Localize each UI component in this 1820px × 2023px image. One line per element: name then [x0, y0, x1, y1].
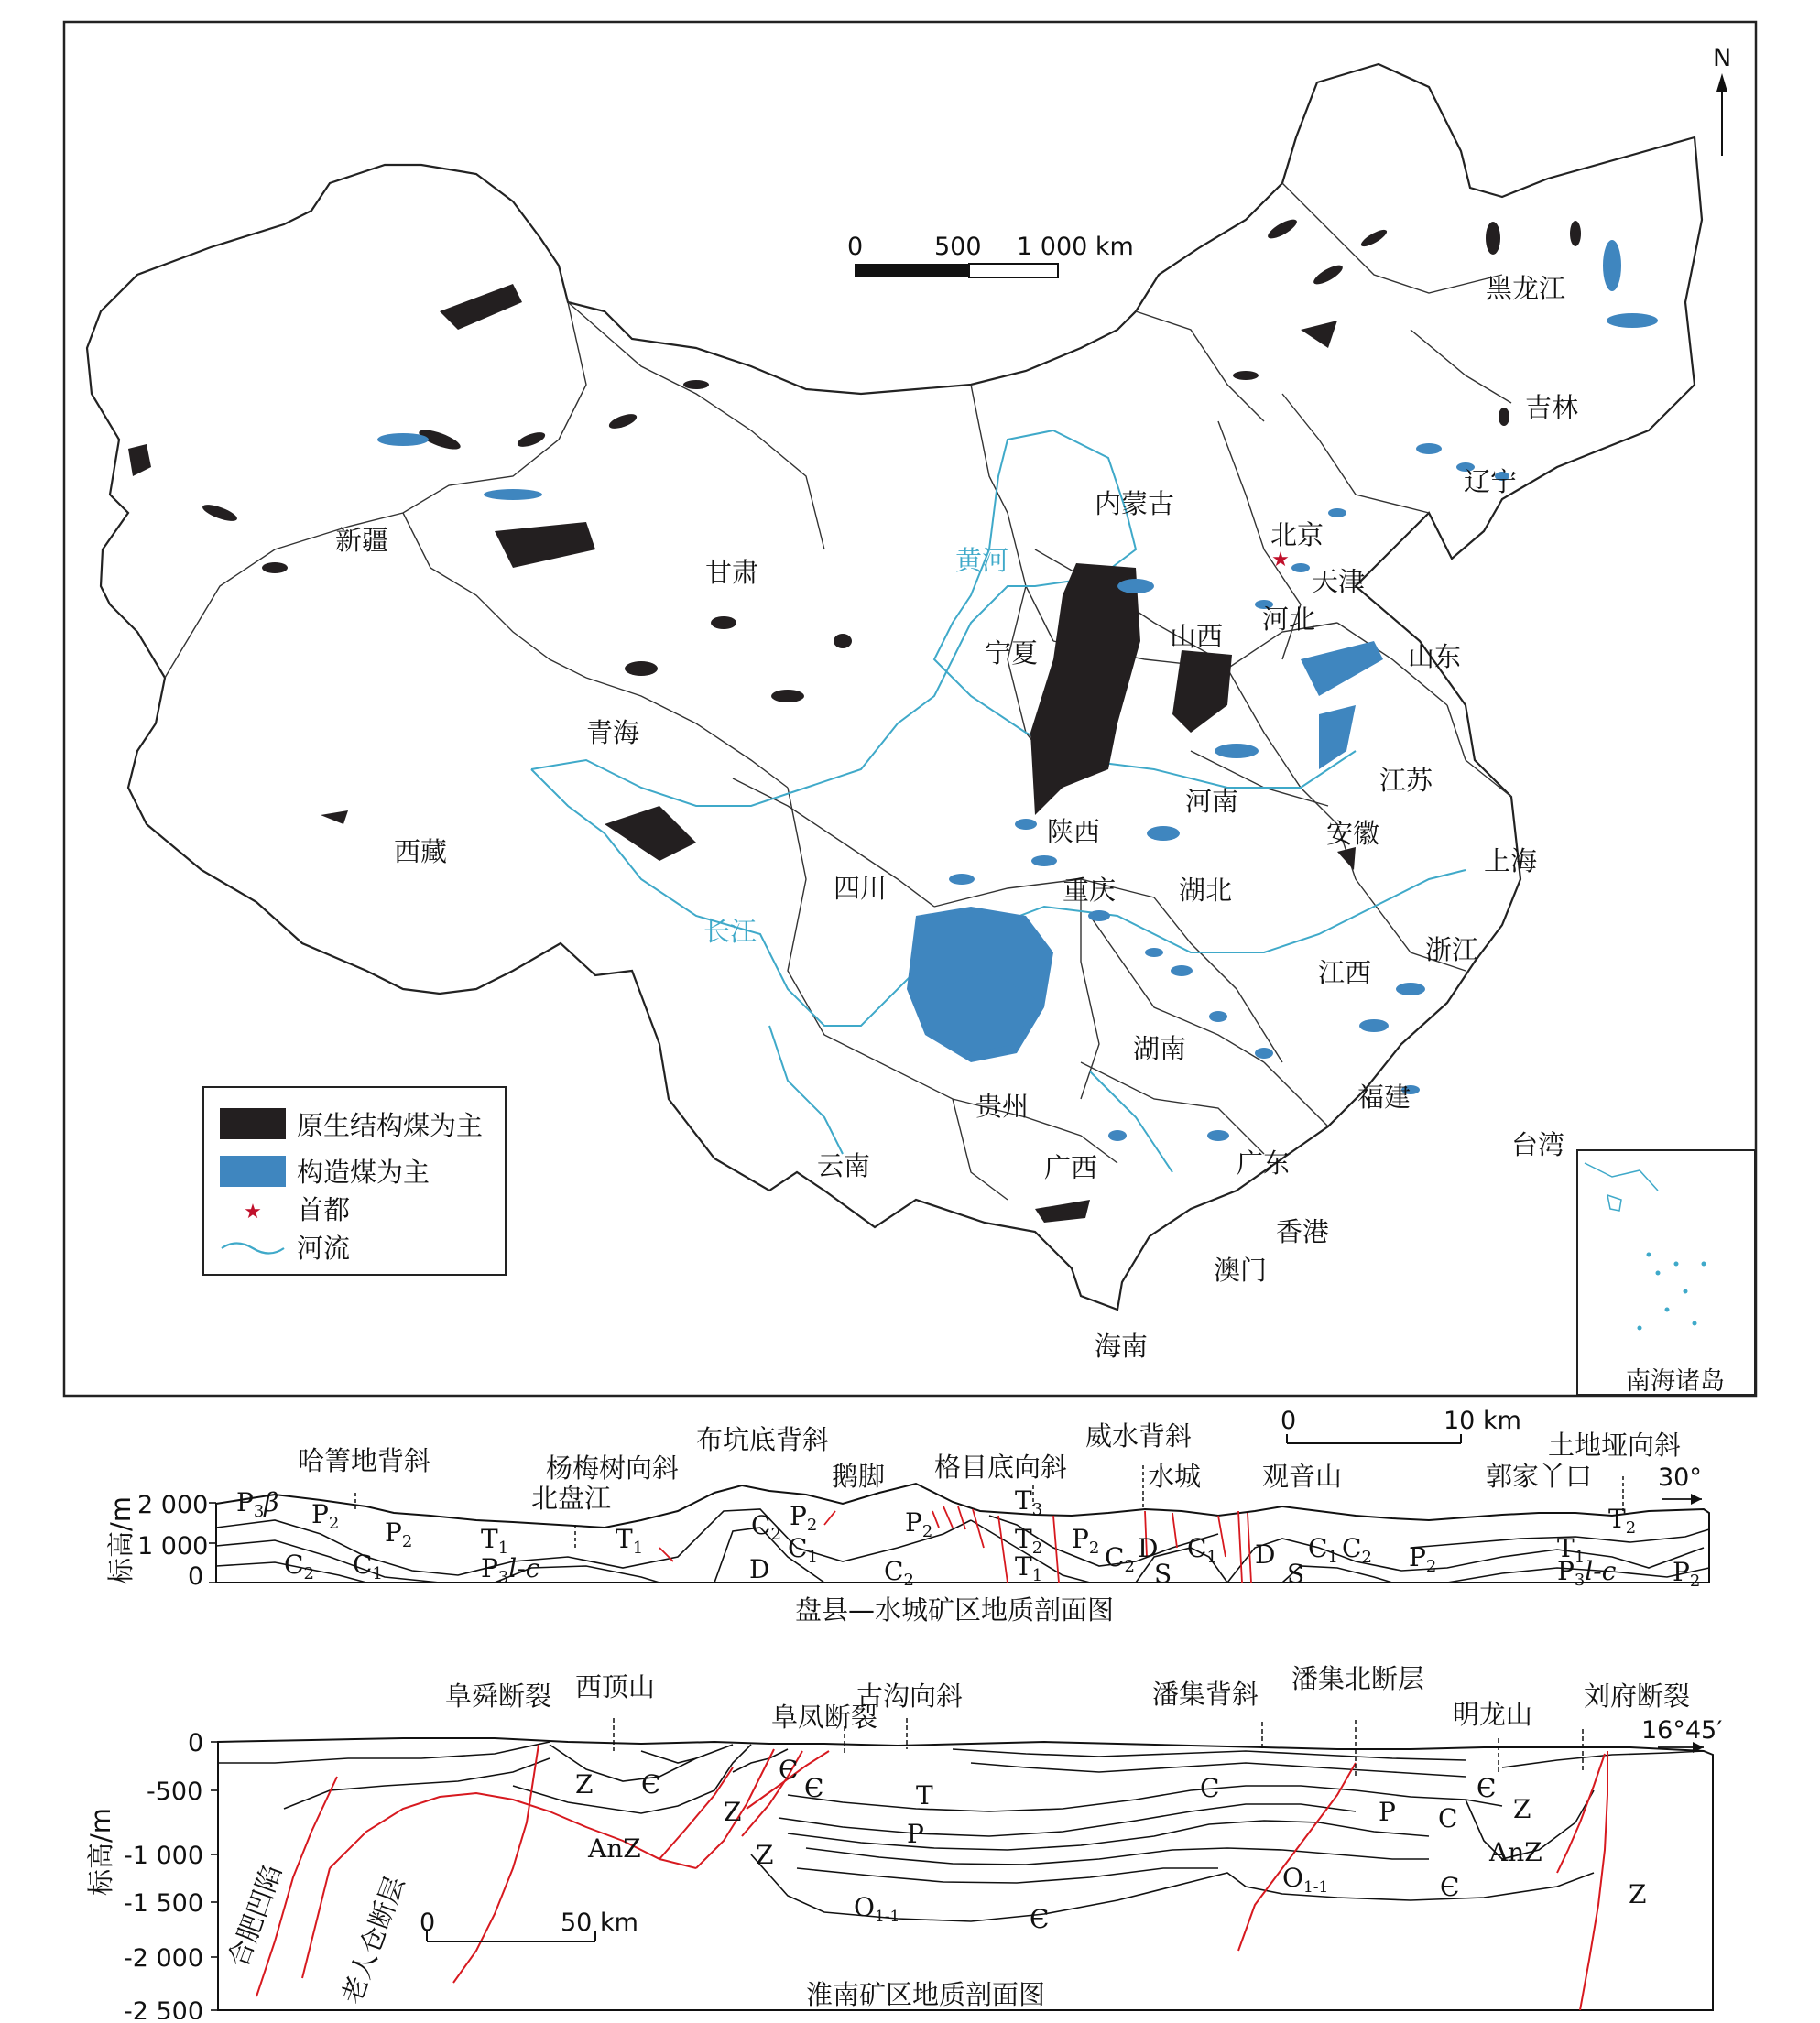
s1-feature-guanyinshan: 观音山 [1262, 1461, 1343, 1492]
label-aomen: 澳门 [1214, 1255, 1268, 1286]
s1-scale [1281, 1407, 1521, 1443]
legend-tectonic-swatch [220, 1156, 286, 1187]
label-hunan: 湖南 [1133, 1033, 1187, 1064]
section-panxian-shuicheng [105, 1407, 1709, 1626]
svg-text:P2: $P_2$ [1072, 1524, 1100, 1558]
svg-text:T1: $T_1$ [1015, 1551, 1043, 1585]
s1-scale-max: 10 km [1444, 1407, 1521, 1435]
s2-ytick-2000: -2 000 [124, 1944, 204, 1973]
s1-feature-shuicheng: 水城 [1148, 1461, 1202, 1492]
s1-scale-zero: 0 [1281, 1407, 1297, 1435]
label-shanxi: 山西 [1170, 621, 1224, 652]
svg-text:Є: Є [1477, 1773, 1497, 1803]
svg-text:T2: $T_2$ [1015, 1524, 1043, 1558]
svg-text:C1: $C_1$ [1308, 1533, 1338, 1567]
svg-text:T: T [916, 1780, 933, 1811]
s2-feature-panji-anticline: 潘集背斜 [1152, 1679, 1259, 1710]
label-chongqing: 重庆 [1063, 875, 1117, 906]
inset-label: 南海诸岛 [1626, 1367, 1725, 1396]
s2-ytick-500: -500 [147, 1778, 203, 1806]
map-scale-mid: 500 [934, 233, 982, 261]
south-china-sea-inset [1577, 1150, 1755, 1396]
s1-strike [1658, 1463, 1702, 1505]
s2-scale-zero: 0 [420, 1909, 436, 1937]
svg-text:C2: $C_2$ [1342, 1533, 1372, 1567]
label-shanghai: 上海 [1484, 845, 1538, 876]
s2-strike-label: 16°45′ [1641, 1716, 1723, 1745]
label-taiwan: 台湾 [1511, 1129, 1565, 1160]
s2-ytick-0: 0 [188, 1729, 204, 1757]
s2-feature-liufu: 刘府断裂 [1584, 1680, 1691, 1712]
svg-text:C2: $C_2$ [751, 1510, 781, 1544]
label-zhejiang: 浙江 [1425, 934, 1479, 965]
s1-outline [216, 1484, 1709, 1583]
svg-text:Є: Є [779, 1755, 799, 1785]
svg-text:P2: $P_2$ [385, 1517, 413, 1551]
label-fujian: 福建 [1357, 1082, 1411, 1113]
label-ningxia: 宁夏 [985, 637, 1039, 669]
s2-feature-minglongshan: 明龙山 [1453, 1699, 1533, 1730]
map-legend [203, 1087, 506, 1275]
label-yunnan: 云南 [817, 1150, 871, 1181]
s1-feature-bukengdi: 布坑底背斜 [696, 1424, 830, 1455]
svg-text:C1: $C_1$ [353, 1550, 383, 1583]
svg-text:Є: Є [1030, 1904, 1050, 1934]
label-neimenggu: 内蒙古 [1095, 488, 1175, 519]
svg-text:P2: $P_2$ [311, 1499, 340, 1533]
label-shaanxi: 陕西 [1047, 816, 1101, 847]
svg-text:C2: $C_2$ [1105, 1542, 1135, 1576]
s2-ytick-1000: -1 000 [124, 1842, 204, 1870]
label-qinghai: 青海 [586, 717, 640, 748]
svg-text:C: C [1200, 1773, 1220, 1803]
legend-tectonic-label: 构造煤为主 [297, 1157, 430, 1188]
label-shandong: 山东 [1408, 641, 1462, 672]
svg-text:P3l-c: $P_3l-c$ [481, 1553, 540, 1587]
svg-text:C: C [1438, 1803, 1458, 1833]
svg-text:O1-1: $O_{1-1}$ [1282, 1863, 1329, 1897]
label-sichuan: 四川 [834, 873, 888, 904]
svg-text:Є: Є [1440, 1872, 1460, 1902]
svg-text:T2: $T_2$ [1608, 1504, 1637, 1538]
label-yangtze: 长江 [703, 916, 757, 947]
label-jilin: 吉林 [1525, 392, 1579, 423]
s1-ytick-0: 0 [188, 1562, 204, 1591]
svg-text:C2: $C_2$ [284, 1550, 314, 1583]
s2-strike [1641, 1716, 1722, 1753]
svg-text:C1: $C_1$ [1187, 1533, 1217, 1567]
svg-text:Є: Є [641, 1769, 661, 1800]
s2-feature-fushun: 阜舜断裂 [445, 1680, 552, 1712]
label-tianjin: 天津 [1312, 566, 1366, 597]
svg-text:Z: Z [724, 1797, 742, 1827]
label-hainan: 海南 [1095, 1331, 1149, 1362]
svg-text:C2: $C_2$ [884, 1556, 914, 1590]
svg-text:D: D [1255, 1539, 1276, 1570]
map-scale-zero: 0 [847, 233, 864, 261]
svg-text:T1: $T_1$ [1557, 1533, 1586, 1567]
svg-text:C1: $C_1$ [788, 1533, 818, 1567]
legend-capital-star: ★ [244, 1201, 262, 1224]
map-scale-max: 1 000 km [1017, 233, 1134, 261]
svg-text:D: D [1138, 1533, 1159, 1563]
s1-feature-weishui: 威水背斜 [1085, 1420, 1193, 1452]
svg-text:T1: $T_1$ [616, 1524, 644, 1558]
north-label: N [1713, 44, 1732, 72]
s1-ylabel: 标高/m [105, 1495, 136, 1584]
svg-text:P: P [907, 1819, 924, 1849]
svg-text:S: S [1287, 1559, 1305, 1589]
label-guizhou: 贵州 [975, 1091, 1030, 1122]
svg-text:T3: $T_3$ [1015, 1485, 1043, 1519]
label-henan: 河南 [1185, 786, 1239, 817]
s2-ytick-1500: -1 500 [124, 1889, 204, 1918]
label-beijing: 北京 [1270, 519, 1324, 550]
s2-feature-xidingshan: 西顶山 [575, 1671, 656, 1702]
s2-ytick-2500: -2 500 [124, 1997, 204, 2019]
label-xinjiang: 新疆 [335, 525, 389, 556]
svg-text:Z: Z [756, 1840, 774, 1870]
svg-text:P: P [1379, 1797, 1396, 1827]
svg-text:P2: $P_2$ [1409, 1542, 1437, 1576]
svg-text:Z: Z [575, 1769, 594, 1800]
s1-feature-hajingdi: 哈箐地背斜 [298, 1445, 431, 1476]
legend-primary-swatch [220, 1108, 286, 1139]
svg-text:Z: Z [1629, 1879, 1647, 1909]
s1-feature-tudiya: 土地垭向斜 [1548, 1430, 1682, 1461]
label-jiangxi: 江西 [1318, 957, 1372, 988]
svg-text:Z: Z [1513, 1794, 1531, 1824]
s2-feature-hefei: 合肥凹陷 [222, 1860, 289, 1972]
svg-text:P3l-c: $P_3l-c$ [1557, 1556, 1617, 1590]
label-gansu: 甘肃 [705, 557, 759, 588]
s2-feature-panji-fault: 潘集北断层 [1291, 1663, 1425, 1694]
s2-title: 淮南矿区地质剖面图 [806, 1979, 1046, 2010]
s2-feature-gugou: 古沟向斜 [856, 1680, 964, 1712]
label-jiangsu: 江苏 [1379, 765, 1433, 796]
label-xianggang: 香港 [1276, 1216, 1330, 1247]
label-xizang: 西藏 [394, 836, 448, 867]
s1-feature-ejiao: 鹅脚 [832, 1461, 886, 1492]
capital-star: ★ [1271, 549, 1290, 571]
s2-ylabel: 标高/m [85, 1807, 116, 1896]
svg-text:AnZ: AnZ [588, 1833, 641, 1864]
s1-feature-guojiayakou: 郭家丫口 [1486, 1461, 1593, 1492]
label-anhui: 安徽 [1326, 818, 1380, 849]
legend-capital-label: 首都 [297, 1194, 351, 1225]
label-hebei: 河北 [1262, 604, 1316, 635]
svg-text:P2: $P_2$ [905, 1507, 933, 1541]
svg-text:O1-1: $O_{1-1}$ [854, 1892, 900, 1926]
legend-primary-label: 原生结构煤为主 [297, 1110, 484, 1141]
s1-strike-label: 30° [1658, 1463, 1702, 1492]
s1-feature-beipanjiang: 北盘江 [531, 1483, 612, 1514]
svg-text:P3β: $P_3\beta$ [236, 1487, 279, 1521]
svg-text:AnZ: AnZ [1489, 1837, 1542, 1867]
label-guangxi: 广西 [1044, 1152, 1098, 1183]
label-heilongjiang: 黑龙江 [1486, 273, 1566, 304]
label-liaoning: 辽宁 [1464, 466, 1518, 497]
s1-feature-gemudi: 格目底向斜 [934, 1452, 1068, 1483]
svg-text:D: D [749, 1554, 770, 1584]
svg-text:P2: $P_2$ [790, 1501, 818, 1535]
s2-feature-laorencang: 老人仓断层 [335, 1872, 411, 2008]
svg-text:P2: $P_2$ [1673, 1557, 1701, 1591]
svg-text:T1: $T_1$ [481, 1524, 509, 1558]
s2-feature-fufeng: 阜凤断裂 [771, 1702, 878, 1733]
s2-scale-max: 50 km [561, 1909, 638, 1937]
s1-title: 盘县—水城矿区地质剖面图 [795, 1594, 1115, 1626]
s1-ytick-1000: 1 000 [137, 1532, 209, 1561]
label-yellow-river: 黄河 [955, 545, 1009, 576]
s1-feature-yangmeishu: 杨梅树向斜 [546, 1452, 680, 1484]
section-huainan [85, 1663, 1722, 2019]
s1-ytick-2000: 2 000 [137, 1491, 209, 1519]
label-hubei: 湖北 [1179, 875, 1233, 906]
svg-text:Є: Є [804, 1773, 824, 1803]
svg-text:S: S [1154, 1559, 1172, 1589]
legend-river-label: 河流 [297, 1233, 351, 1264]
label-guangdong: 广东 [1237, 1147, 1291, 1179]
